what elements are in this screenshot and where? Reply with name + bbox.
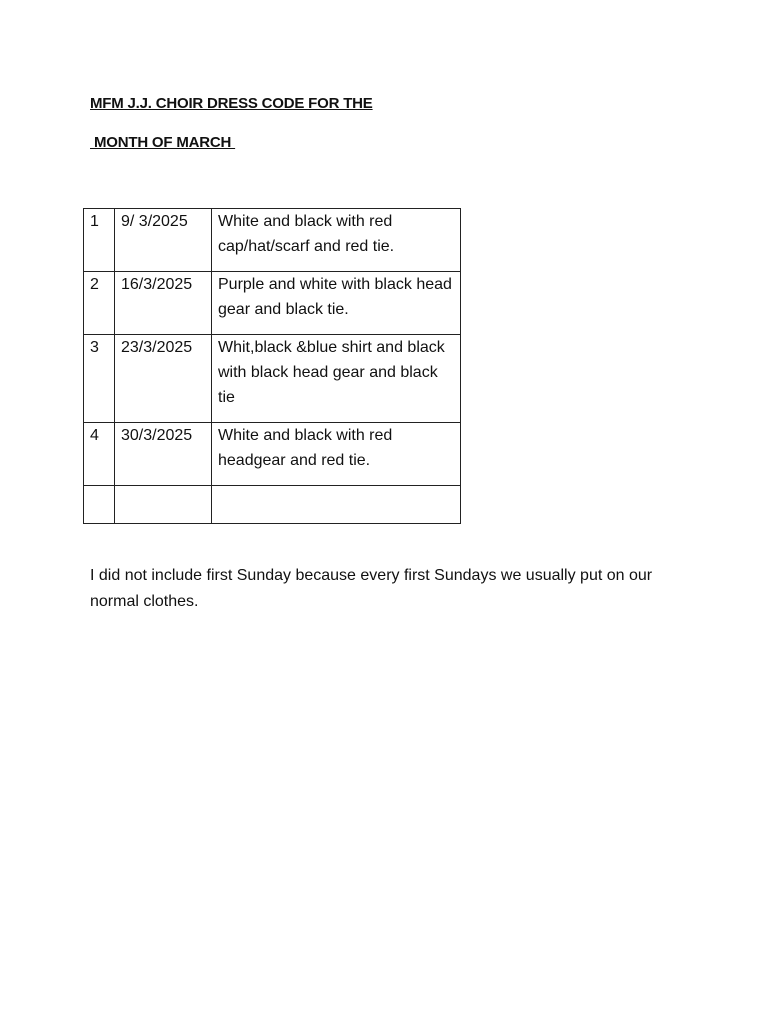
row-description-cell: Purple and white with black head gear and black tie. <box>212 272 461 335</box>
row-date-cell: 9/ 3/2025 <box>115 209 212 272</box>
row-description-cell: White and black with red headgear and red tie. <box>212 423 461 486</box>
row-date-cell <box>115 486 212 524</box>
table-row-empty <box>84 486 461 524</box>
row-number-cell: 1 <box>84 209 115 272</box>
row-number-cell: 3 <box>84 335 115 423</box>
document-title-line-2: MONTH OF MARCH <box>90 134 236 151</box>
row-date-cell: 16/3/2025 <box>115 272 212 335</box>
row-description-cell: Whit,black &blue shirt and black with black head gear and black tie <box>212 335 461 423</box>
document-title-line-1: MFM J.J. CHOIR DRESS CODE FOR THE <box>90 95 373 112</box>
row-description-cell <box>212 486 461 524</box>
row-number-cell: 4 <box>84 423 115 486</box>
row-date-cell: 30/3/2025 <box>115 423 212 486</box>
footnote-paragraph: I did not include first Sunday because every first Sundays we usually put on our normal clothes. <box>90 567 653 610</box>
row-description-cell: White and black with red cap/hat/scarf and red tie. <box>212 209 461 272</box>
table-row <box>84 272 461 335</box>
table-row <box>84 209 461 272</box>
row-number-cell: 2 <box>84 272 115 335</box>
dress-code-table <box>83 208 461 524</box>
row-date-cell: 23/3/2025 <box>115 335 212 423</box>
row-number-cell <box>84 486 115 524</box>
table-row <box>84 335 461 423</box>
table-row <box>84 423 461 486</box>
